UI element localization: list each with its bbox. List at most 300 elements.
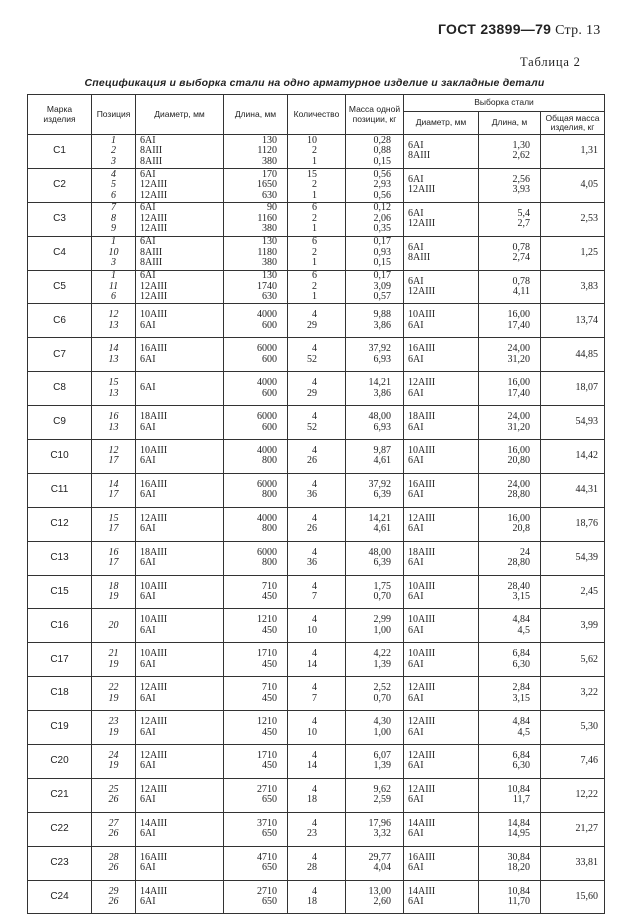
table-row bbox=[28, 440, 605, 474]
cell-sel-diameter-line: 10AIII bbox=[408, 309, 436, 321]
cell-sel-diameter bbox=[404, 745, 479, 779]
cell-diameter bbox=[136, 168, 224, 202]
table-row bbox=[28, 745, 605, 779]
cell-total-mass: 44,85 bbox=[541, 338, 605, 372]
cell-sel-diameter-line: 6AI bbox=[408, 591, 424, 603]
cell-sel-diameter-line: 6AI bbox=[408, 275, 424, 287]
cell-quantity-line: 52 bbox=[307, 353, 317, 365]
cell-diameter-line: 16AIII bbox=[140, 851, 168, 863]
cell-position-line: 24 bbox=[108, 749, 119, 761]
cell-quantity-line: 15 bbox=[307, 168, 317, 180]
cell-sel-length-line: 2,7 bbox=[517, 218, 530, 230]
cell-quantity-line: 6 bbox=[312, 236, 317, 248]
cell-length-line: 6000 bbox=[257, 478, 277, 490]
cell-length bbox=[224, 372, 288, 406]
cell-position-line: 7 bbox=[111, 202, 116, 214]
cell-mark: C24 bbox=[28, 880, 92, 914]
cell-sel-diameter-line: 12AIII bbox=[408, 716, 436, 728]
cell-sel-length bbox=[479, 575, 541, 609]
cell-position bbox=[92, 236, 136, 270]
cell-diameter-line: 12AIII bbox=[140, 280, 168, 292]
cell-sel-diameter-line: 6AI bbox=[408, 658, 424, 670]
cell-sel-length bbox=[479, 812, 541, 846]
cell-mark: C21 bbox=[28, 778, 92, 812]
cell-sel-length-line: 6,84 bbox=[512, 749, 530, 761]
cell-quantity-line: 1 bbox=[312, 257, 317, 269]
cell-length bbox=[224, 168, 288, 202]
cell-quantity-line: 4 bbox=[312, 444, 317, 456]
cell-diameter-line: 6AI bbox=[140, 353, 156, 365]
cell-quantity-line: 52 bbox=[307, 421, 317, 433]
cell-mass-line: 2,52 bbox=[373, 682, 391, 694]
cell-sel-length-line: 2,74 bbox=[512, 252, 530, 264]
cell-diameter-line: 6AI bbox=[140, 489, 156, 501]
cell-total-mass: 3,99 bbox=[541, 609, 605, 643]
cell-mass bbox=[346, 609, 404, 643]
cell-mark: C3 bbox=[28, 202, 92, 236]
cell-length-line: 800 bbox=[262, 455, 277, 467]
cell-position-line: 3 bbox=[111, 155, 116, 167]
cell-mass-line: 29,77 bbox=[368, 851, 391, 863]
cell-mass-line: 0,88 bbox=[373, 145, 391, 157]
cell-total-mass: 44,31 bbox=[541, 473, 605, 507]
cell-sel-diameter-line: 6AI bbox=[408, 760, 424, 772]
cell-sel-length-line: 4,5 bbox=[517, 624, 530, 636]
cell-position bbox=[92, 270, 136, 304]
cell-sel-diameter-line: 12AIII bbox=[408, 512, 436, 524]
cell-length bbox=[224, 846, 288, 880]
cell-length-line: 450 bbox=[262, 624, 277, 636]
cell-quantity bbox=[288, 304, 346, 338]
cell-sel-diameter-line: 10AIII bbox=[408, 614, 436, 626]
cell-sel-diameter-line: 12AIII bbox=[408, 377, 436, 389]
cell-mass-line: 6,39 bbox=[373, 489, 391, 501]
table-row bbox=[28, 711, 605, 745]
cell-quantity-line: 4 bbox=[312, 411, 317, 423]
cell-length-line: 1710 bbox=[257, 648, 277, 660]
cell-length-line: 4000 bbox=[257, 377, 277, 389]
table-row bbox=[28, 304, 605, 338]
cell-diameter-line: 18AIII bbox=[140, 546, 168, 558]
cell-length-line: 800 bbox=[262, 489, 277, 501]
cell-length-line: 600 bbox=[262, 387, 277, 399]
cell-mark: C10 bbox=[28, 440, 92, 474]
cell-position bbox=[92, 812, 136, 846]
cell-mark: C12 bbox=[28, 507, 92, 541]
cell-sel-length-line: 3,15 bbox=[512, 692, 530, 704]
cell-position-line: 12 bbox=[108, 309, 119, 321]
cell-sel-diameter-line: 16AIII bbox=[408, 478, 436, 490]
cell-length bbox=[224, 473, 288, 507]
cell-mark: C13 bbox=[28, 541, 92, 575]
cell-diameter-line: 10AIII bbox=[140, 309, 168, 321]
cell-diameter-line: 6AI bbox=[140, 523, 156, 535]
cell-length-line: 650 bbox=[262, 794, 277, 806]
cell-mass-line: 1,39 bbox=[373, 760, 391, 772]
cell-sel-length bbox=[479, 304, 541, 338]
cell-sel-length-line: 24 bbox=[520, 546, 530, 558]
cell-sel-length-line: 14,84 bbox=[507, 817, 530, 829]
cell-quantity-line: 1 bbox=[312, 291, 317, 303]
cell-length-line: 3710 bbox=[257, 817, 277, 829]
cell-length-line: 450 bbox=[262, 658, 277, 670]
cell-mass-line: 4,61 bbox=[373, 523, 391, 535]
cell-length-line: 710 bbox=[262, 682, 277, 694]
cell-sel-length bbox=[479, 778, 541, 812]
cell-position bbox=[92, 575, 136, 609]
cell-mass-line: 0,17 bbox=[373, 236, 391, 248]
table-title: Спецификация и выборка стали на одно арматурное изделие и закладные детали bbox=[84, 77, 545, 89]
cell-total-mass: 2,53 bbox=[541, 202, 605, 236]
cell-diameter-line: 14AIII bbox=[140, 885, 168, 897]
cell-sel-length-line: 20,8 bbox=[512, 523, 530, 535]
cell-diameter-line: 6AI bbox=[140, 726, 156, 738]
cell-sel-diameter-line: 6AI bbox=[408, 173, 424, 185]
cell-diameter-line: 6AI bbox=[140, 862, 156, 874]
cell-position bbox=[92, 507, 136, 541]
cell-sel-diameter-line: 6AI bbox=[408, 455, 424, 467]
cell-quantity bbox=[288, 711, 346, 745]
cell-sel-diameter-line: 6AI bbox=[408, 207, 424, 219]
cell-length-line: 600 bbox=[262, 319, 277, 331]
cell-diameter bbox=[136, 304, 224, 338]
cell-sel-length bbox=[479, 202, 541, 236]
cell-mass-line: 6,07 bbox=[373, 749, 391, 761]
cell-length-line: 90 bbox=[267, 202, 277, 214]
cell-sel-length-line: 28,80 bbox=[507, 489, 530, 501]
cell-diameter bbox=[136, 270, 224, 304]
cell-total-mass: 18,07 bbox=[541, 372, 605, 406]
cell-sel-length-line: 6,30 bbox=[512, 760, 530, 772]
cell-diameter bbox=[136, 745, 224, 779]
cell-quantity-line: 1 bbox=[312, 155, 317, 167]
cell-quantity bbox=[288, 643, 346, 677]
col-selection: Выборка стали bbox=[404, 95, 605, 112]
cell-quantity bbox=[288, 541, 346, 575]
cell-mass bbox=[346, 168, 404, 202]
cell-mass-line: 4,61 bbox=[373, 455, 391, 467]
cell-mark: C17 bbox=[28, 643, 92, 677]
cell-length-line: 1650 bbox=[257, 179, 277, 191]
cell-diameter bbox=[136, 711, 224, 745]
cell-sel-length bbox=[479, 440, 541, 474]
cell-sel-length bbox=[479, 473, 541, 507]
cell-quantity-line: 14 bbox=[307, 760, 317, 772]
cell-total-mass: 13,74 bbox=[541, 304, 605, 338]
cell-sel-diameter-line: 6AI bbox=[408, 726, 424, 738]
cell-mass bbox=[346, 711, 404, 745]
cell-mark: C11 bbox=[28, 473, 92, 507]
cell-mass-line: 0,15 bbox=[373, 257, 391, 269]
cell-length bbox=[224, 440, 288, 474]
cell-length bbox=[224, 135, 288, 169]
cell-quantity bbox=[288, 745, 346, 779]
cell-length-line: 4000 bbox=[257, 444, 277, 456]
cell-mass bbox=[346, 372, 404, 406]
cell-mass-line: 0,56 bbox=[373, 168, 391, 180]
cell-mass bbox=[346, 507, 404, 541]
cell-length-line: 1740 bbox=[257, 280, 277, 292]
cell-sel-length bbox=[479, 507, 541, 541]
cell-quantity-line: 2 bbox=[312, 246, 317, 258]
table-row bbox=[28, 135, 605, 169]
cell-total-mass: 14,42 bbox=[541, 440, 605, 474]
cell-mass bbox=[346, 270, 404, 304]
cell-mass-line: 0,35 bbox=[373, 223, 391, 235]
cell-mass-line: 37,92 bbox=[368, 343, 391, 355]
cell-total-mass: 15,60 bbox=[541, 880, 605, 914]
cell-sel-diameter-line: 6AI bbox=[408, 828, 424, 840]
cell-quantity-line: 14 bbox=[307, 658, 317, 670]
col-diameter: Диаметр, мм bbox=[136, 95, 224, 135]
cell-position-line: 19 bbox=[108, 591, 119, 603]
cell-quantity-line: 6 bbox=[312, 202, 317, 214]
cell-mass-line: 9,88 bbox=[373, 309, 391, 321]
cell-sel-length-line: 11,70 bbox=[507, 896, 530, 908]
cell-mass-line: 1,00 bbox=[373, 726, 391, 738]
cell-diameter-line: 12AIII bbox=[140, 212, 168, 224]
cell-total-mass: 18,76 bbox=[541, 507, 605, 541]
cell-sel-diameter bbox=[404, 440, 479, 474]
cell-length bbox=[224, 406, 288, 440]
cell-quantity-line: 2 bbox=[312, 179, 317, 191]
cell-sel-length bbox=[479, 677, 541, 711]
cell-mass-line: 3,09 bbox=[373, 280, 391, 292]
cell-sel-length-line: 17,40 bbox=[507, 319, 530, 331]
gost-number: ГОСТ 23899—79 bbox=[438, 21, 552, 37]
cell-diameter-line: 6AI bbox=[140, 658, 156, 670]
cell-mass-line: 6,93 bbox=[373, 421, 391, 433]
cell-length bbox=[224, 202, 288, 236]
cell-sel-length-line: 16,00 bbox=[507, 377, 530, 389]
table-row bbox=[28, 812, 605, 846]
cell-diameter-line: 6AI bbox=[140, 236, 156, 248]
table-label: Таблица 2 bbox=[520, 55, 581, 69]
cell-position-line: 17 bbox=[108, 489, 119, 501]
cell-diameter-line: 12AIII bbox=[140, 291, 168, 303]
cell-sel-diameter-line: 6AI bbox=[408, 421, 424, 433]
cell-length-line: 650 bbox=[262, 862, 277, 874]
cell-quantity bbox=[288, 236, 346, 270]
cell-length-line: 2710 bbox=[257, 783, 277, 795]
cell-quantity bbox=[288, 372, 346, 406]
cell-sel-length-line: 16,00 bbox=[507, 512, 530, 524]
col-sel-diameter: Диаметр, мм bbox=[404, 112, 479, 135]
cell-sel-length-line: 10,84 bbox=[507, 783, 530, 795]
cell-diameter-line: 16AIII bbox=[140, 343, 168, 355]
cell-position-line: 16 bbox=[108, 411, 119, 423]
cell-sel-length-line: 16,00 bbox=[507, 309, 530, 321]
cell-quantity bbox=[288, 846, 346, 880]
cell-length bbox=[224, 745, 288, 779]
cell-sel-length-line: 14,95 bbox=[507, 828, 530, 840]
cell-sel-length-line: 31,20 bbox=[507, 421, 530, 433]
cell-mass-line: 0,15 bbox=[373, 155, 391, 167]
cell-sel-length bbox=[479, 168, 541, 202]
cell-quantity-line: 4 bbox=[312, 783, 317, 795]
cell-diameter-line: 6AI bbox=[140, 828, 156, 840]
cell-mass-line: 0,28 bbox=[373, 134, 391, 146]
cell-sel-diameter-line: 14AIII bbox=[408, 817, 436, 829]
cell-position bbox=[92, 406, 136, 440]
cell-total-mass: 1,25 bbox=[541, 236, 605, 270]
cell-sel-diameter-line: 12AIII bbox=[408, 682, 436, 694]
cell-mass-line: 9,87 bbox=[373, 444, 391, 456]
cell-sel-diameter bbox=[404, 778, 479, 812]
cell-sel-length bbox=[479, 372, 541, 406]
cell-position bbox=[92, 135, 136, 169]
cell-mass-line: 14,21 bbox=[368, 512, 391, 524]
table-row bbox=[28, 609, 605, 643]
cell-sel-diameter bbox=[404, 711, 479, 745]
cell-diameter-line: 6AI bbox=[140, 421, 156, 433]
cell-length bbox=[224, 778, 288, 812]
cell-diameter-line: 6AI bbox=[140, 760, 156, 772]
cell-sel-length-line: 28,80 bbox=[507, 557, 530, 569]
cell-mark: C16 bbox=[28, 609, 92, 643]
cell-diameter-line: 10AIII bbox=[140, 444, 168, 456]
cell-sel-diameter-line: 16AIII bbox=[408, 343, 436, 355]
cell-sel-length-line: 24,00 bbox=[507, 411, 530, 423]
cell-length bbox=[224, 270, 288, 304]
cell-mass-line: 0,17 bbox=[373, 270, 391, 282]
col-total-mass: Общая масса изделия, кг bbox=[541, 112, 605, 135]
cell-sel-diameter bbox=[404, 846, 479, 880]
cell-mass bbox=[346, 440, 404, 474]
cell-mass-line: 2,93 bbox=[373, 179, 391, 191]
cell-sel-diameter-line: 6AI bbox=[408, 319, 424, 331]
cell-position bbox=[92, 440, 136, 474]
cell-mass-line: 48,00 bbox=[368, 546, 391, 558]
cell-sel-length bbox=[479, 270, 541, 304]
cell-mass bbox=[346, 135, 404, 169]
cell-mark: C15 bbox=[28, 575, 92, 609]
cell-sel-diameter-line: 12AIII bbox=[408, 286, 436, 297]
cell-sel-diameter bbox=[404, 236, 479, 270]
cell-diameter bbox=[136, 236, 224, 270]
table-row bbox=[28, 372, 605, 406]
cell-mass bbox=[346, 338, 404, 372]
cell-sel-length bbox=[479, 846, 541, 880]
cell-position-line: 25 bbox=[108, 783, 119, 795]
cell-total-mass: 54,93 bbox=[541, 406, 605, 440]
cell-length-line: 710 bbox=[262, 580, 277, 592]
cell-diameter bbox=[136, 778, 224, 812]
cell-quantity bbox=[288, 338, 346, 372]
cell-sel-diameter-line: 6AI bbox=[408, 794, 424, 806]
cell-sel-length-line: 17,40 bbox=[507, 387, 530, 399]
cell-sel-length-line: 4,84 bbox=[512, 614, 530, 626]
cell-diameter-line: 6AI bbox=[140, 319, 156, 331]
cell-length-line: 6000 bbox=[257, 546, 277, 558]
cell-mass bbox=[346, 236, 404, 270]
cell-sel-length bbox=[479, 609, 541, 643]
cell-sel-diameter-line: 6AI bbox=[408, 523, 424, 535]
cell-sel-diameter-line: 16AIII bbox=[408, 851, 436, 863]
cell-sel-length-line: 4,5 bbox=[517, 726, 530, 738]
cell-sel-length-line: 10,84 bbox=[507, 885, 530, 897]
cell-quantity-line: 18 bbox=[307, 896, 317, 908]
cell-quantity-line: 4 bbox=[312, 343, 317, 355]
cell-mass-line: 0,56 bbox=[373, 189, 391, 201]
cell-mass bbox=[346, 880, 404, 914]
cell-length bbox=[224, 812, 288, 846]
cell-quantity-line: 4 bbox=[312, 749, 317, 761]
cell-total-mass: 2,45 bbox=[541, 575, 605, 609]
cell-position-line: 19 bbox=[108, 658, 119, 670]
cell-quantity-line: 10 bbox=[307, 624, 317, 636]
cell-position bbox=[92, 643, 136, 677]
page-number: Стр. 13 bbox=[555, 23, 601, 38]
cell-position-line: 26 bbox=[108, 862, 119, 874]
cell-length-line: 650 bbox=[262, 828, 277, 840]
cell-total-mass: 3,22 bbox=[541, 677, 605, 711]
cell-mass-line: 37,92 bbox=[368, 478, 391, 490]
cell-length-line: 130 bbox=[262, 270, 277, 282]
cell-quantity-line: 4 bbox=[312, 377, 317, 389]
cell-mass-line: 6,39 bbox=[373, 557, 391, 569]
cell-position-line: 11 bbox=[108, 280, 119, 292]
cell-position bbox=[92, 304, 136, 338]
col-length: Длина, мм bbox=[224, 95, 288, 135]
cell-position-line: 20 bbox=[108, 619, 119, 631]
cell-sel-diameter-line: 12AIII bbox=[408, 783, 436, 795]
cell-quantity-line: 4 bbox=[312, 309, 317, 321]
cell-sel-length-line: 30,84 bbox=[507, 851, 530, 863]
cell-sel-diameter bbox=[404, 304, 479, 338]
cell-position-line: 13 bbox=[108, 421, 119, 433]
cell-mass bbox=[346, 846, 404, 880]
cell-quantity-line: 26 bbox=[307, 523, 317, 535]
cell-diameter bbox=[136, 677, 224, 711]
cell-diameter-line: 8AIII bbox=[140, 246, 163, 258]
cell-position-line: 10 bbox=[108, 246, 119, 258]
cell-position bbox=[92, 778, 136, 812]
cell-position bbox=[92, 745, 136, 779]
cell-length-line: 1210 bbox=[257, 614, 277, 626]
cell-sel-diameter bbox=[404, 575, 479, 609]
cell-diameter-line: 6AI bbox=[140, 455, 156, 467]
cell-length-line: 6000 bbox=[257, 343, 277, 355]
header-row bbox=[28, 95, 605, 112]
cell-sel-length bbox=[479, 338, 541, 372]
cell-sel-length bbox=[479, 135, 541, 169]
cell-diameter bbox=[136, 507, 224, 541]
cell-mass bbox=[346, 406, 404, 440]
cell-diameter bbox=[136, 541, 224, 575]
cell-quantity-line: 4 bbox=[312, 817, 317, 829]
cell-position bbox=[92, 372, 136, 406]
cell-diameter-line: 10AIII bbox=[140, 614, 168, 626]
cell-diameter-line: 18AIII bbox=[140, 411, 168, 423]
cell-position-line: 18 bbox=[108, 580, 119, 592]
cell-mass-line: 4,22 bbox=[373, 648, 391, 660]
cell-sel-diameter-line: 10AIII bbox=[408, 580, 436, 592]
cell-quantity bbox=[288, 135, 346, 169]
cell-sel-diameter-line: 8AIII bbox=[408, 150, 431, 162]
cell-position-line: 1 bbox=[111, 134, 116, 146]
cell-length bbox=[224, 711, 288, 745]
cell-quantity-line: 7 bbox=[312, 591, 317, 603]
cell-diameter-line: 8AIII bbox=[140, 155, 163, 167]
cell-diameter-line: 12AIII bbox=[140, 716, 168, 728]
cell-mass bbox=[346, 745, 404, 779]
cell-quantity-line: 4 bbox=[312, 716, 317, 728]
cell-diameter-line: 12AIII bbox=[140, 749, 168, 761]
cell-length-line: 450 bbox=[262, 692, 277, 704]
cell-quantity-line: 2 bbox=[312, 145, 317, 157]
cell-position-line: 9 bbox=[111, 223, 116, 235]
